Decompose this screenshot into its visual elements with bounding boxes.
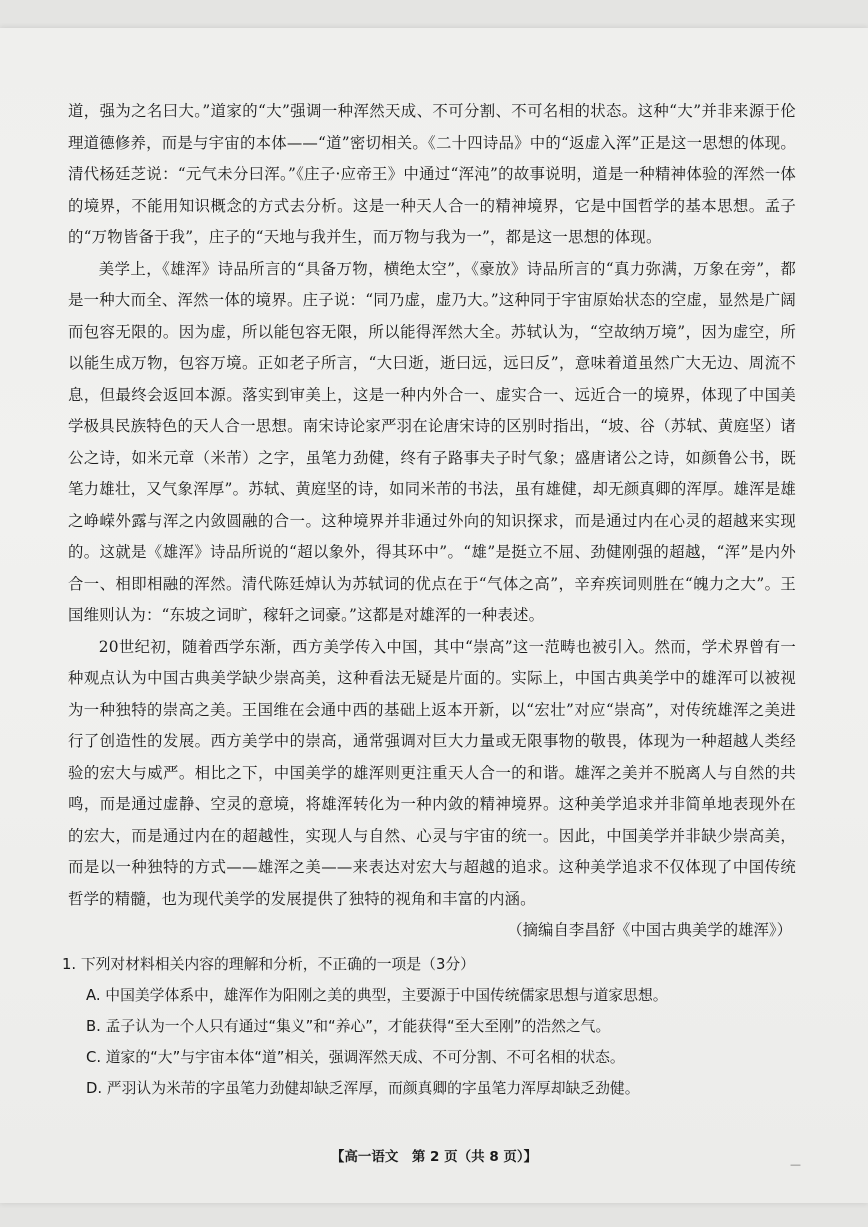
option-b: B. 孟子认为一个人只有通过“集义”和“养心”，才能获得“至大至刚”的浩然之气。 [86,1017,611,1035]
page-content [62,96,796,1104]
question-1 [62,949,796,1104]
option-a: A. 中国美学体系中，雄浑作为阳刚之美的典型，主要源于中国传统儒家思想与道家思想。 [86,986,668,1004]
page-footer: 【高一语文 第 2 页（共 8 页）】 [330,1149,538,1165]
passage-paragraph-2: 美学上，《雄浑》诗品所言的“具备万物，横绝太空”，《豪放》诗品所言的“真力弥满，万象在旁”，都是一种大而全、浑然一体的境界。庄子说：“同乃虚，虚乃大。”这种同于宇宙原始状态的空虚，显然是广阔而包容无限的。因为虚，所以能包容无限，所以能得浑然大全。苏轼认为，“空故纳万境”，因为虚空，所以能生成万物，包容万境。正如老子所言，“大曰逝，逝曰远，远曰反”，意味着道虽然广大无边、周流不息，但最终会返回本源。落实到审美上，这是一种内外合一、虚实合一、远近合一的境界，体现了中国美学极具民族特色的天人合一思想。南宋诗论家严羽在论唐宋诗的区别时指出，“坡、谷（苏轼、黄庭坚）诸公之诗，如米元章（米芾）之字，虽笔力劲健，终有子路事夫子时气象；盛唐诸公之诗，如颜鲁公书，既笔力雄壮，又气象浑厚”。苏轼、黄庭坚的诗，如同米芾的书法，虽有雄健，却无颜真卿的浑厚。雄浑是雄之峥嵘外露与浑之内敛圆融的合一。这种境界并非通过外向的知识探求，而是通过内在心灵的超越来实现的。这就是《雄浑》诗品所说的“超以象外，得其环中”。“雄”是挺立不屈、劲健刚强的超越，“浑”是内外合一、相即相融的浑然。清代陈廷焯认为苏轼词的优点在于“气体之高”，辛弃疾词则胜在“魄力之大”。王国维则认为：“东坡之词旷，稼轩之词豪。”这都是对雄浑的一种表述。 [68,259,796,624]
passage-source: （摘编自李昌舒《中国古典美学的雄浑》） [507,921,792,939]
option-c: C. 道家的“大”与宇宙本体“道”相关，强调浑然天成、不可分割、不可名相的状态。 [86,1048,625,1066]
option-d: D. 严羽认为米芾的字虽笔力劲健却缺乏浑厚，而颜真卿的字虽笔力浑厚却缺乏劲健。 [86,1079,640,1097]
exam-page [0,28,868,1203]
passage-paragraph-3: 20世纪初，随着西学东渐，西方美学传入中国，其中“崇高”这一范畴也被引入。然而，学术界曾有一种观点认为中国古典美学缺少崇高美，这种看法无疑是片面的。实际上，中国古典美学中的雄浑可以被视为一种独特的崇高之美。王国维在会通中西的基础上返本开新，以“宏壮”对应“崇高”，对传统雄浑之美进行了创造性的发展。西方美学中的崇高，通常强调对巨大力量或无限事物的敬畏，体现为一种超越人类经验的宏大与威严。相比之下，中国美学的雄浑则更注重天人合一的和谐。雄浑之美并不脱离人与自然的共鸣，而是通过虚静、空灵的意境，将雄浑转化为一种内敛的精神境界。这种美学追求并非简单地表现外在的宏大，而是通过内在的超越性，实现人与自然、心灵与宇宙的统一。因此，中国美学并非缺少崇高美，而是以一种独特的方式——雄浑之美——来表达对宏大与超越的追求。这种美学追求不仅体现了中国传统哲学的精髓，也为现代美学的发展提供了独特的视角和丰富的内涵。 [68,637,796,908]
passage-paragraph-1: 道，强为之名曰大。”道家的“大”强调一种浑然天成、不可分割、不可名相的状态。这种“大”并非来源于伦理道德修养，而是与宇宙的本体——“道”密切相关。《二十四诗品》中的“返虚入浑”正是这一思想的体现。清代杨廷芝说：“元气未分曰浑。”《庄子·应帝王》中通过“浑沌”的故事说明，道是一种精神体验的浑然一体的境界，不能用知识概念的方式去分析。这是一种天人合一的精神境界，它是中国哲学的基本思想。孟子的“万物皆备于我”，庄子的“天地与我并生，而万物与我为一”，都是这一思想的体现。 [68,102,796,246]
corner-mark: — [790,1158,801,1171]
question-stem: 1. 下列对材料相关内容的理解和分析，不正确的一项是（3分） [62,955,475,973]
